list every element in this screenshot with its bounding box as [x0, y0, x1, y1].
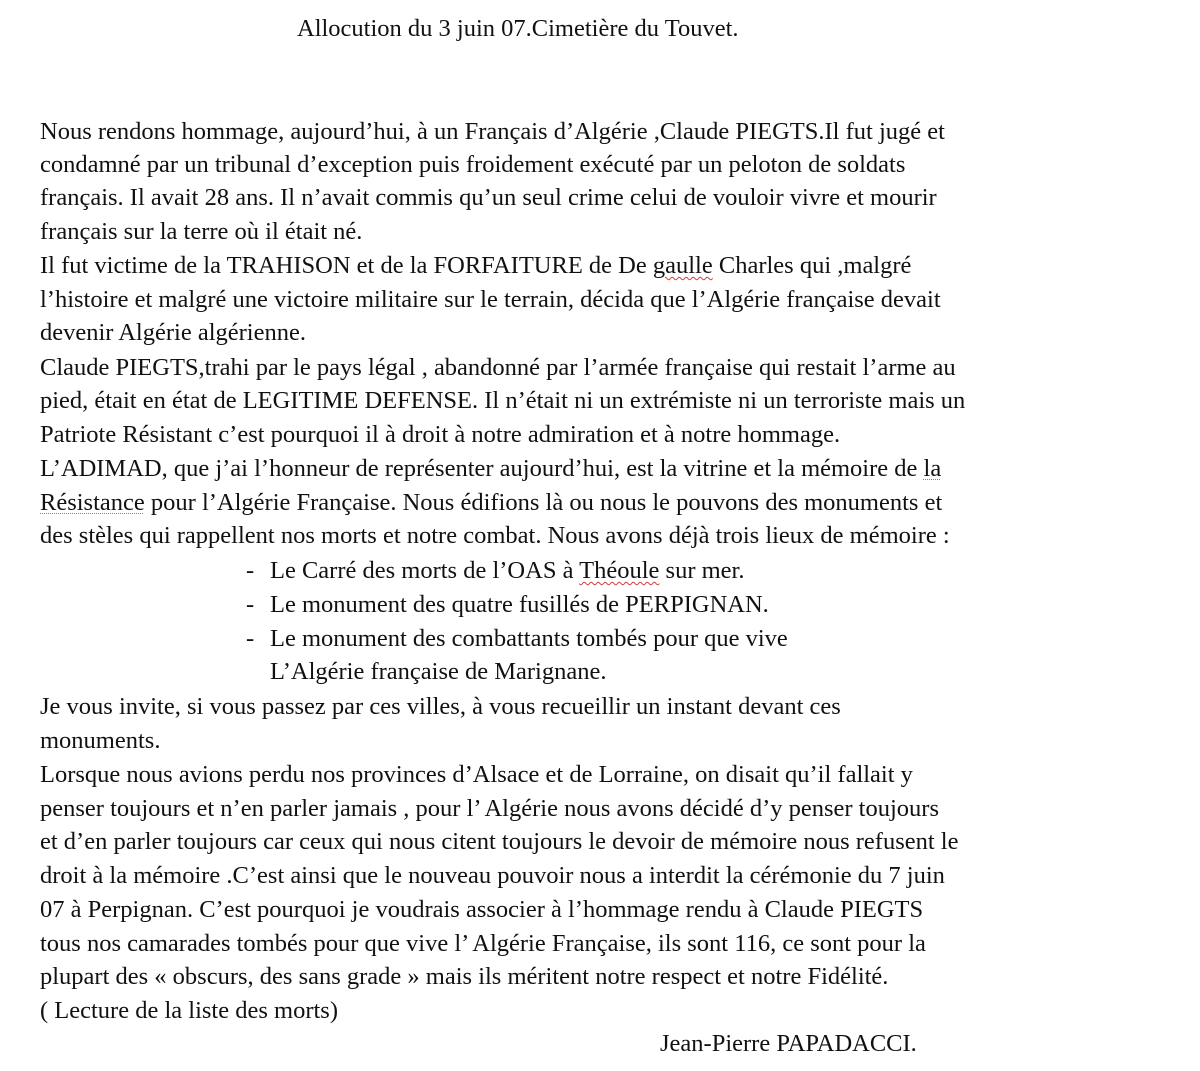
- list-dash: -: [246, 591, 255, 618]
- text-line: droit à la mémoire .C’est ainsi que le nouveau pouvoir nous a interdit la cérémonie du 7 juin: [40, 862, 945, 889]
- list-dash: -: [246, 557, 255, 584]
- text-segment: Le Carré des morts de l’OAS à: [270, 557, 580, 584]
- list-item-continuation: L’Algérie française de Marignane.: [270, 658, 607, 685]
- text-line: l’histoire et malgré une victoire militaire sur le terrain, décida que l’Algérie française devait: [40, 286, 941, 313]
- text-line: plupart des « obscurs, des sans grade » mais ils méritent notre respect et notre Fidélité.: [40, 963, 889, 990]
- text-line: français sur la terre où il était né.: [40, 218, 363, 245]
- text-segment: L’ADIMAD, que j’ai l’honneur de représenter aujourd’hui, est la vitrine et la mémoire de: [40, 455, 924, 482]
- text-segment: sur mer.: [659, 557, 745, 584]
- text-line: Patriote Résistant c’est pourquoi il à droit à notre admiration et à notre hommage.: [40, 421, 841, 448]
- text-segment: Il fut victime de la TRAHISON et de la FORFAITURE de De: [40, 252, 653, 279]
- text-line: devenir Algérie algérienne.: [40, 319, 306, 346]
- text-line: Lorsque nous avions perdu nos provinces d’Alsace et de Lorraine, on disait qu’il fallait y: [40, 761, 913, 788]
- text-line: Claude PIEGTS,trahi par le pays légal , abandonné par l’armée française qui restait l’arme au: [40, 354, 956, 381]
- list-item: Le monument des combattants tombés pour que vive: [270, 625, 788, 652]
- grammar-marked-word: la: [923, 455, 942, 482]
- text-line: français. Il avait 28 ans. Il n’avait commis qu’un seul crime celui de vouloir vivre et mourir: [40, 184, 937, 211]
- text-line: monuments.: [40, 727, 161, 754]
- text-line: pied, était en état de LEGITIME DEFENSE. Il n’était ni un extrémiste ni un terroriste mais un: [40, 387, 966, 414]
- text-line: Je vous invite, si vous passez par ces villes, à vous recueillir un instant devant ces: [40, 693, 841, 720]
- text-line: condamné par un tribunal d’exception puis froidement exécuté par un peloton de soldats: [40, 151, 906, 178]
- text-line: 07 à Perpignan. C’est pourquoi je voudrais associer à l’hommage rendu à Claude PIEGTS: [40, 896, 924, 923]
- list-item: [270, 556, 744, 586]
- text-line: des stèles qui rappellent nos morts et notre combat. Nous avons déjà trois lieux de mémoire :: [40, 522, 950, 549]
- text-line: [40, 251, 911, 281]
- list-item: Le monument des quatre fusillés de PERPIGNAN.: [270, 591, 769, 618]
- text-segment: Charles qui ,malgré: [712, 252, 912, 279]
- signature: Jean-Pierre PAPADACCI.: [660, 1030, 917, 1057]
- text-segment: pour l’Algérie Française. Nous édifions là ou nous le pouvons des monuments et: [144, 489, 943, 516]
- document-title: Allocution du 3 juin 07.Cimetière du Touvet.: [297, 15, 739, 42]
- text-line: Nous rendons hommage, aujourd’hui, à un Français d’Algérie ,Claude PIEGTS.Il fut jugé et: [40, 118, 945, 145]
- text-line: et d’en parler toujours car ceux qui nous citent toujours le devoir de mémoire nous refusent le: [40, 828, 959, 855]
- text-line: [40, 454, 941, 484]
- text-line: [40, 488, 942, 518]
- spellcheck-word: Théoule: [579, 557, 660, 584]
- list-dash: -: [246, 625, 255, 652]
- text-line: penser toujours et n’en parler jamais , pour l’ Algérie nous avons décidé d’y penser toujours: [40, 795, 939, 822]
- text-line: ( Lecture de la liste des morts): [40, 997, 338, 1024]
- spellcheck-word: gaulle: [652, 252, 713, 279]
- grammar-marked-word: Résistance: [40, 489, 145, 516]
- text-line: tous nos camarades tombés pour que vive l’ Algérie Française, ils sont 116, ce sont pour la: [40, 930, 926, 957]
